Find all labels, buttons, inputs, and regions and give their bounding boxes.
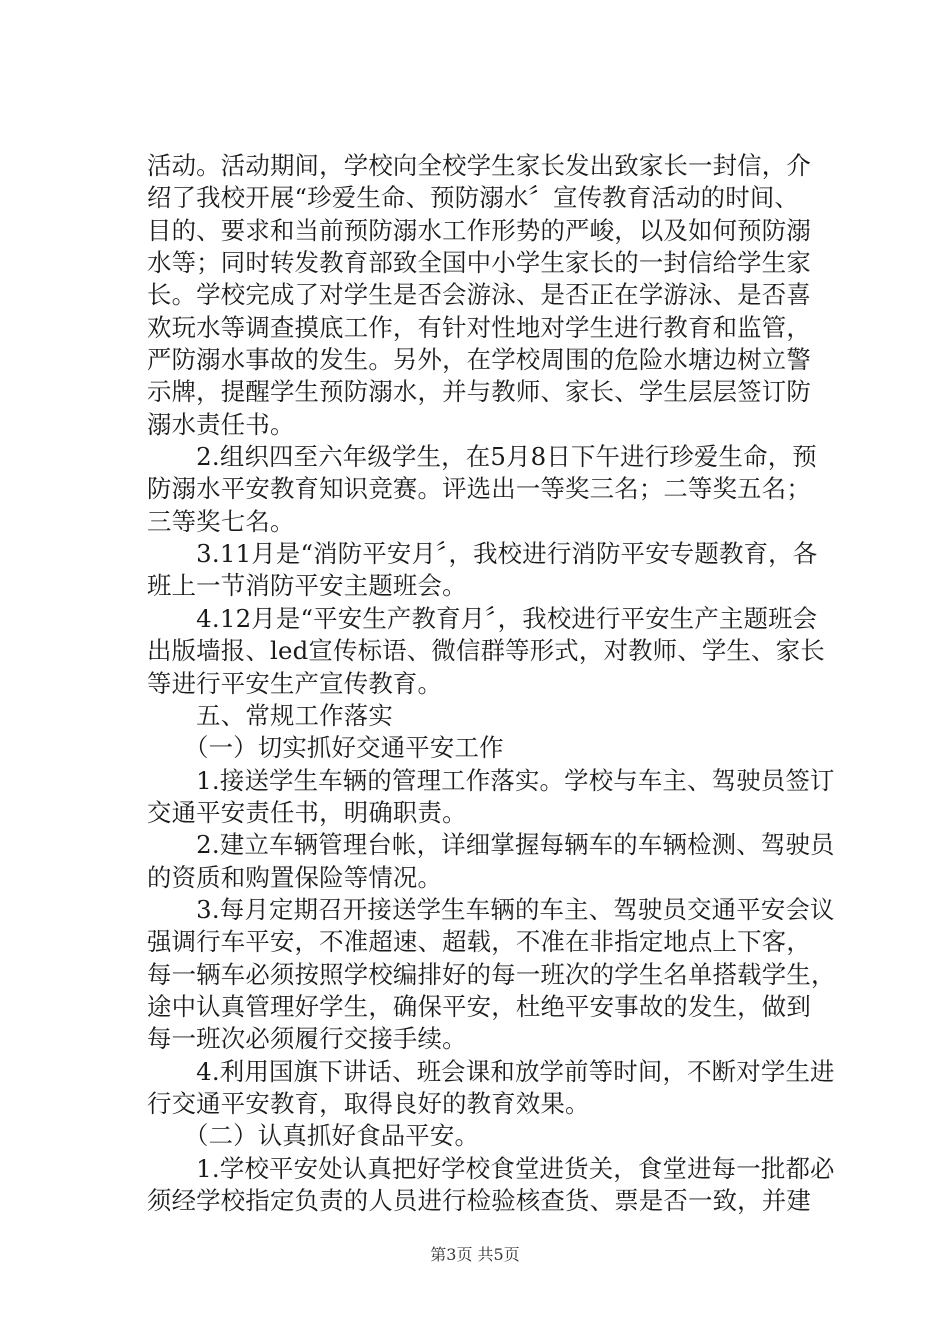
text-line: 1.学校平安处认真把好学校食堂进货关，食堂进每一批都必 — [147, 1153, 835, 1183]
text-line: 每一辆车必须按照学校编排好的每一班次的学生名单搭载学生， — [147, 959, 836, 989]
text-line: 班上一节消防平安主题班会。 — [147, 571, 467, 601]
text-line: 出版墙报、led宣传标语、微信群等形式，对教师、学生、家长 — [147, 636, 825, 666]
text-line: 每一班次必须履行交接手续。 — [147, 1024, 467, 1054]
text-line: 欢玩水等调查摸底工作，有针对性地对学生进行教育和监管， — [147, 312, 811, 342]
text-line: 2.建立车辆管理台帐，详细掌握每辆车的车辆检测、驾驶员 — [147, 830, 835, 860]
text-line: 2.组织四至六年级学生，在5月8日下午进行珍爱生命，预 — [147, 442, 817, 472]
text-line: 溺水责任书。 — [147, 409, 295, 439]
text-line: 行交通平安教育，取得良好的教育效果。 — [147, 1088, 590, 1118]
text-line: 五、常规工作落实 — [147, 700, 393, 730]
text-line: 的资质和购置保险等情况。 — [147, 862, 443, 892]
text-line: 3.11月是“消防平安月〞，我校进行消防平安专题教育，各 — [147, 539, 818, 569]
text-line: 严防溺水事故的发生。另外，在学校周围的危险水塘边树立警 — [147, 345, 811, 375]
text-line: 交通平安责任书，明确职责。 — [147, 797, 467, 827]
text-line: 水等；同时转发教育部致全国中小学生家长的一封信给学生家 — [147, 248, 811, 278]
text-line: 防溺水平安教育知识竞赛。评选出一等奖三名；二等奖五名； — [147, 474, 811, 504]
text-line: 活动。活动期间，学校向全校学生家长发出致家长一封信，介 — [147, 151, 811, 180]
text-line: 须经学校指定负责的人员进行检验核查货、票是否一致，并建 — [147, 1186, 811, 1215]
text-line: 途中认真管理好学生，确保平安，杜绝平安事故的发生，做到 — [147, 991, 811, 1021]
text-line: （二）认真抓好食品平安。 — [147, 1121, 480, 1151]
text-line: 4.12月是“平安生产教育月〞，我校进行平安生产主题班会 — [147, 603, 818, 633]
text-line: 4.利用国旗下讲话、班会课和放学前等时间，不断对学生进 — [147, 1056, 835, 1086]
text-line: 强调行车平安，不准超速、超载，不准在非指定地点上下客， — [147, 927, 811, 957]
text-line: 长。学校完成了对学生是否会游泳、是否正在学游泳、是否喜 — [147, 280, 811, 310]
text-line: 示牌，提醒学生预防溺水，并与教师、家长、学生层层签订防 — [147, 377, 811, 407]
text-line: （一）切实抓好交通平安工作 — [147, 733, 504, 763]
text-line: 三等奖七名。 — [147, 506, 295, 536]
text-line: 绍了我校开展“珍爱生命、预防溺水〞宣传教育活动的时间、 — [147, 183, 800, 213]
page-footer: 第3页 共5页 — [430, 1245, 520, 1264]
document-body — [147, 150, 842, 1217]
text-line: 目的、要求和当前预防溺水工作形势的严峻，以及如何预防溺 — [147, 215, 811, 245]
text-line: 等进行平安生产宣传教育。 — [147, 668, 443, 698]
text-line: 1.接送学生车辆的管理工作落实。学校与车主、驾驶员签订 — [147, 765, 835, 795]
text-line: 3.每月定期召开接送学生车辆的车主、驾驶员交通平安会议 — [147, 894, 835, 924]
